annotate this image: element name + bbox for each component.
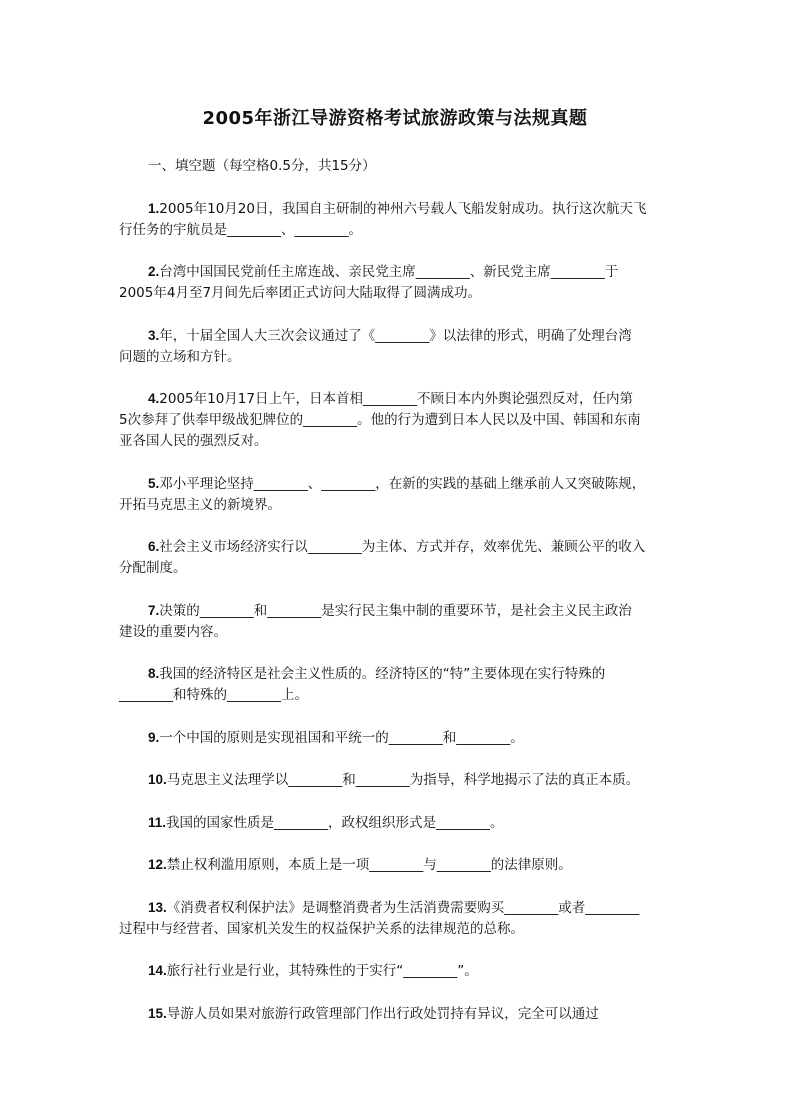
question-line: [119, 283, 674, 304]
question-number: 13.: [148, 899, 167, 915]
question-number: 4.: [148, 391, 160, 406]
question-line: [119, 473, 674, 495]
question-text: 亚各国人民的强烈反对。: [119, 433, 268, 449]
question-line: [119, 600, 674, 622]
question-text: 禁止权利滥用原则，本质上是一项________与________的法律原则。: [166, 857, 572, 873]
question-text: 《消费者权利保护法》是调整消费者为生活消费需要购买________或者________: [166, 899, 640, 916]
question-line: [119, 495, 674, 516]
question-line: [119, 431, 674, 452]
question-text: 社会主义市场经济实行以________为主体、方式并存，效率优先、兼顾公平的收入: [159, 539, 646, 555]
question-line: [119, 812, 674, 834]
question-text: 我国的国家性质是________，政权组织形式是________。: [166, 814, 504, 831]
question-text: 5次参拜了供奉甲级战犯牌位的________。他的行为遭到日本人民以及中国、韩国和东南: [119, 412, 641, 428]
question-9: [119, 727, 674, 749]
question-number: 3.: [148, 327, 160, 343]
document-title: 2005年浙江导游资格考试旅游政策与法规真题: [202, 108, 588, 129]
question-13: [119, 897, 674, 940]
question-number: 7.: [148, 602, 160, 618]
question-line: [119, 622, 674, 643]
question-line: [119, 727, 674, 749]
question-number: 5.: [148, 475, 160, 491]
question-text: 导游人员如果对旅游行政管理部门作出行政处罚持有异议，完全可以通过: [166, 1005, 599, 1022]
question-15: [119, 1003, 674, 1025]
question-line: [119, 663, 674, 685]
question-text: 邓小平理论坚持________、________，在新的实践的基础上继承前人又突破陈规，: [159, 475, 646, 492]
question-text: 台湾中国国民党前任主席连战、亲民党主席________、新民党主席________于: [159, 264, 619, 280]
question-text: 旅行社行业是行业，其特殊性的于实行“________”。: [166, 963, 478, 979]
question-8: [119, 663, 674, 706]
question-number: 10.: [148, 772, 167, 787]
question-text: 2005年4月至7月间先后率团正式访问大陆取得了圆满成功。: [119, 285, 482, 301]
question-14: [119, 960, 674, 982]
question-line: [119, 897, 674, 919]
question-number: 2.: [148, 264, 160, 279]
question-5: [119, 473, 674, 516]
question-line: [119, 769, 674, 791]
question-text: 年，十届全国人大三次会议通过了《________》以法律的形式，明确了处理台湾: [159, 327, 632, 344]
question-text: 2005年10月17日上午，日本首相________不顾日本内外舆论强烈反对，任内第: [159, 391, 633, 407]
question-text: 马克思主义法理学以________和________为指导，科学地揭示了法的真正本质。: [166, 772, 640, 788]
question-line: [119, 410, 674, 431]
question-7: [119, 600, 674, 643]
question-line: [119, 854, 674, 876]
question-text: 分配制度。: [119, 560, 187, 576]
question-line: [119, 261, 674, 283]
question-10: [119, 769, 674, 791]
document-body: [119, 156, 674, 1045]
question-line: [119, 960, 674, 982]
question-line: [119, 220, 674, 241]
question-3: [119, 325, 674, 368]
question-text: 我国的经济特区是社会主义性质的。经济特区的“特”主要体现在实行特殊的: [159, 666, 606, 682]
question-text: 行任务的宇航员是________、________。: [119, 221, 362, 238]
question-number: 8.: [148, 666, 160, 681]
question-text: 2005年10月20日，我国自主研制的神州六号载人飞船发射成功。执行这次航天飞: [159, 200, 647, 217]
question-text: 建设的重要内容。: [119, 623, 227, 640]
question-text: 开拓马克思主义的新境界。: [119, 496, 281, 513]
question-text: 问题的立场和方针。: [119, 348, 241, 365]
question-text: 决策的________和________是实行民主集中制的重要环节，是社会主义民主政治: [159, 602, 632, 619]
question-line: [119, 388, 674, 410]
question-line: [119, 536, 674, 558]
question-number: 12.: [148, 857, 167, 872]
question-number: 11.: [148, 814, 167, 830]
question-text: 一个中国的原则是实现祖国和平统一的________和________。: [159, 729, 524, 746]
question-11: [119, 812, 674, 834]
question-number: 9.: [148, 729, 160, 745]
question-2: [119, 261, 674, 304]
question-line: [119, 685, 674, 706]
question-line: [119, 1003, 674, 1025]
question-line: [119, 198, 674, 220]
question-line: [119, 558, 674, 579]
question-line: [119, 325, 674, 347]
question-number: 15.: [148, 1005, 167, 1021]
question-6: [119, 536, 674, 579]
question-text: ________和特殊的________上。: [119, 687, 308, 703]
question-number: 6.: [148, 539, 160, 554]
question-text: 过程中与经营者、国家机关发生的权益保护关系的法律规范的总称。: [119, 920, 524, 937]
question-line: [119, 919, 674, 940]
question-4: [119, 388, 674, 452]
question-list: [119, 198, 674, 1025]
question-number: 14.: [148, 963, 167, 978]
question-12: [119, 854, 674, 876]
question-1: [119, 198, 674, 241]
question-line: [119, 347, 674, 368]
question-number: 1.: [148, 200, 160, 216]
section-heading: 一、填空题（每空格0.5分，共15分）: [148, 158, 376, 174]
